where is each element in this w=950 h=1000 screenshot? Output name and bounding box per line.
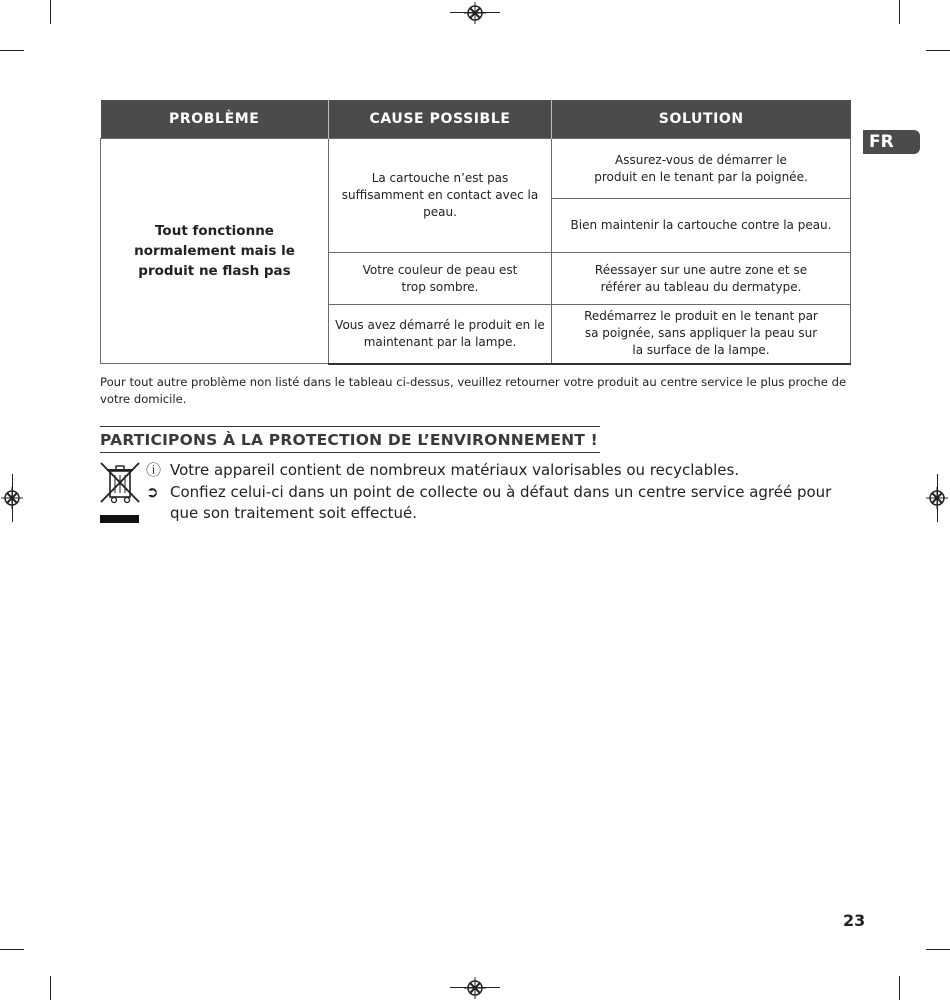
environment-title: PARTICIPONS À LA PROTECTION DE L’ENVIRONNEMENT ! bbox=[100, 426, 600, 453]
solution-cell: Assurez-vous de démarrer le produit en le tenant par la poignée. bbox=[552, 139, 851, 199]
info-icon: ⓘ bbox=[146, 461, 162, 479]
crop-mark bbox=[899, 0, 900, 24]
crop-mark bbox=[50, 0, 51, 24]
cause-cell: Vous avez démarré le produit en le maintenant par la lampe. bbox=[329, 305, 552, 364]
registration-mark-icon bbox=[926, 487, 948, 509]
crop-mark bbox=[0, 949, 24, 950]
language-tab: FR bbox=[863, 130, 920, 154]
header-cause: CAUSE POSSIBLE bbox=[329, 100, 552, 139]
weee-crossed-bin-icon bbox=[100, 462, 140, 524]
cause-cell: La cartouche n’est pas suffisamment en contact avec la peau. bbox=[329, 139, 552, 253]
registration-mark-icon bbox=[464, 2, 486, 24]
troubleshooting-table bbox=[100, 100, 851, 365]
solution-cell: Bien maintenir la cartouche contre la peau. bbox=[552, 199, 851, 253]
crop-mark bbox=[926, 50, 950, 51]
problem-cell: Tout fonctionne normalement mais le produit ne flash pas bbox=[101, 139, 329, 364]
page-number: 23 bbox=[843, 911, 866, 930]
environment-item: Confiez celui-ci dans un point de collecte ou à défaut dans un centre service agréé pour que son traitement soit effectué. bbox=[170, 483, 832, 522]
table-row bbox=[101, 139, 851, 199]
troubleshooting-note: Pour tout autre problème non listé dans le tableau ci-dessus, veuillez retourner votre produit au centre service le plus proche de votre domicile. bbox=[100, 375, 847, 406]
cause-cell: Votre couleur de peau est trop sombre. bbox=[329, 253, 552, 305]
header-problem: PROBLÈME bbox=[101, 100, 329, 139]
header-solution: SOLUTION bbox=[552, 100, 851, 139]
solution-cell: Réessayer sur une autre zone et se référer au tableau du dermatype. bbox=[552, 253, 851, 305]
environment-item: Votre appareil contient de nombreux matériaux valorisables ou recyclables. bbox=[170, 461, 740, 479]
crop-mark bbox=[899, 976, 900, 1000]
table-header-row bbox=[101, 100, 851, 139]
crop-mark bbox=[0, 50, 24, 51]
registration-mark-icon bbox=[1, 487, 23, 509]
arrow-bullet-icon: ➲ bbox=[146, 483, 159, 501]
solution-cell: Redémarrez le produit en le tenant par sa poignée, sans appliquer la peau sur la surface de la lampe. bbox=[552, 305, 851, 364]
crop-mark bbox=[926, 949, 950, 950]
crop-mark bbox=[50, 976, 51, 1000]
registration-mark-icon bbox=[464, 977, 486, 999]
